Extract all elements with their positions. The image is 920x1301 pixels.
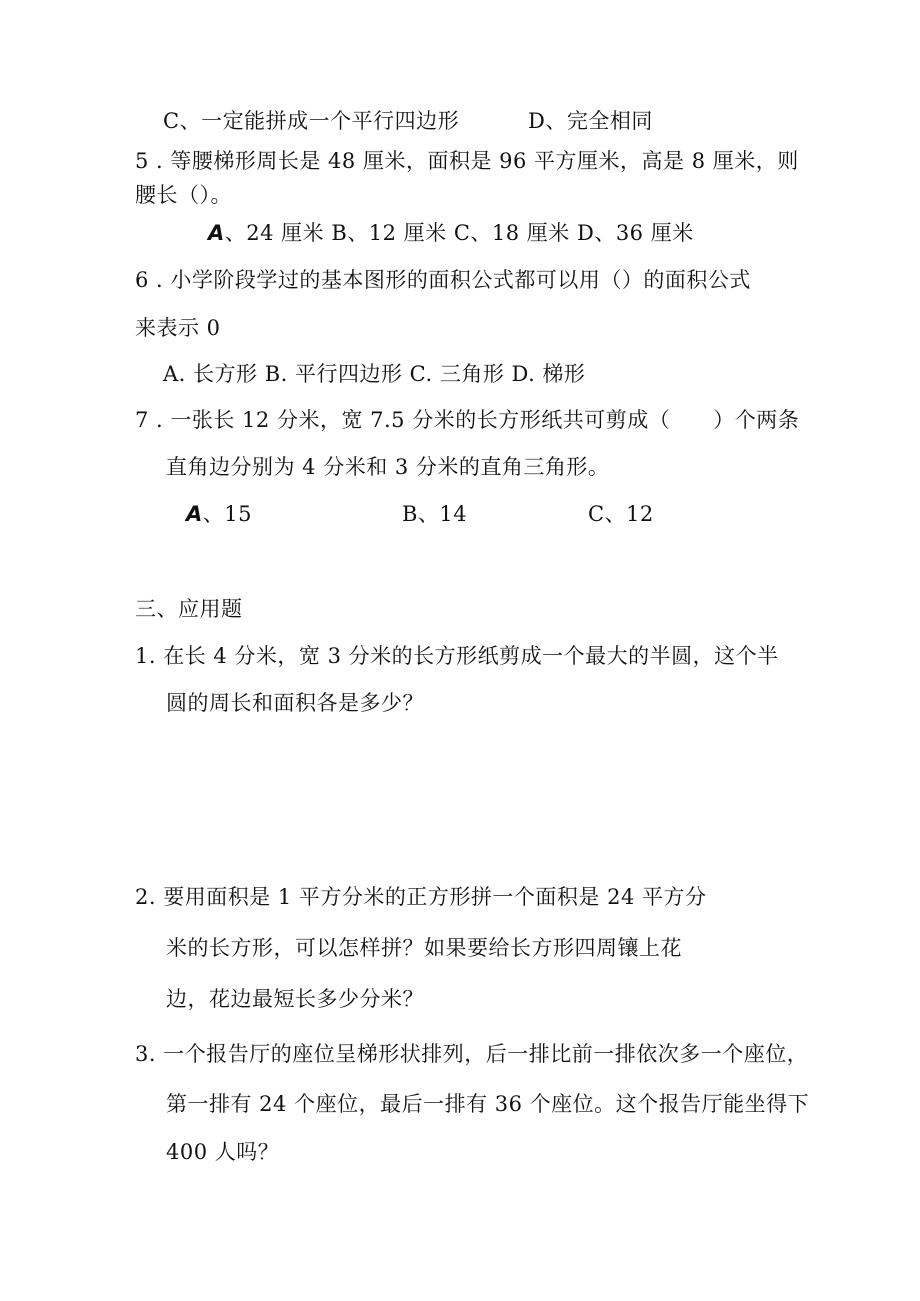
problem3-line3: 400 人吗？ [166, 1140, 280, 1164]
problem2-line3: 边，花边最短长多少分米？ [166, 987, 424, 1011]
q6-line1: 6 . 小学阶段学过的基本图形的面积公式都可以用（）的面积公式 [135, 268, 751, 292]
q4-option-c: C、一定能拼成一个平行四边形 [163, 109, 460, 133]
problem1-line1: 1. 在长 4 分米，宽 3 分米的长方形纸剪成一个最大的半圆，这个半 [135, 644, 779, 668]
q7-line2: 直角边分别为 4 分米和 3 分米的直角三角形。 [166, 455, 610, 479]
q6-line2: 来表示 0 [135, 316, 221, 340]
q7-option-a [186, 500, 252, 528]
q4-option-d: D、完全相同 [528, 109, 653, 133]
problem2-line1: 2. 要用面积是 1 平方分米的正方形拼一个面积是 24 平方分 [135, 885, 707, 909]
problem2-line2: 米的长方形，可以怎样拼？如果要给长方形四周镶上花 [166, 936, 682, 960]
q5-line2: 腰长（）。 [135, 183, 232, 207]
q7-option-b: B、14 [402, 502, 468, 526]
problem3-line2: 第一排有 24 个座位，最后一排有 36 个座位。这个报告厅能坐得下 [166, 1092, 810, 1116]
q6-options: A. 长方形 B. 平行四边形 C. 三角形 D. 梯形 [163, 362, 586, 386]
q5-options [208, 219, 694, 247]
q5-option-a-letter: A [208, 221, 225, 245]
problem1-line2: 圆的周长和面积各是多少？ [166, 691, 424, 715]
q7-line1: 7 . 一张长 12 分米，宽 7.5 分米的长方形纸共可剪成（ ）个两条 [135, 408, 800, 432]
q7-option-a-text: 、15 [202, 502, 252, 526]
q5-options-text: 、24 厘米 B、12 厘米 C、18 厘米 D、36 厘米 [224, 221, 694, 245]
q7-option-c: C、12 [588, 502, 654, 526]
q5-line1: 5 . 等腰梯形周长是 48 厘米，面积是 96 平方厘米，高是 8 厘米，则 [135, 149, 799, 173]
problem3-line1: 3. 一个报告厅的座位呈梯形状排列，后一排比前一排依次多一个座位， [135, 1042, 809, 1066]
q7-option-a-letter: A [186, 502, 203, 526]
section-heading: 三、应用题 [135, 597, 243, 621]
